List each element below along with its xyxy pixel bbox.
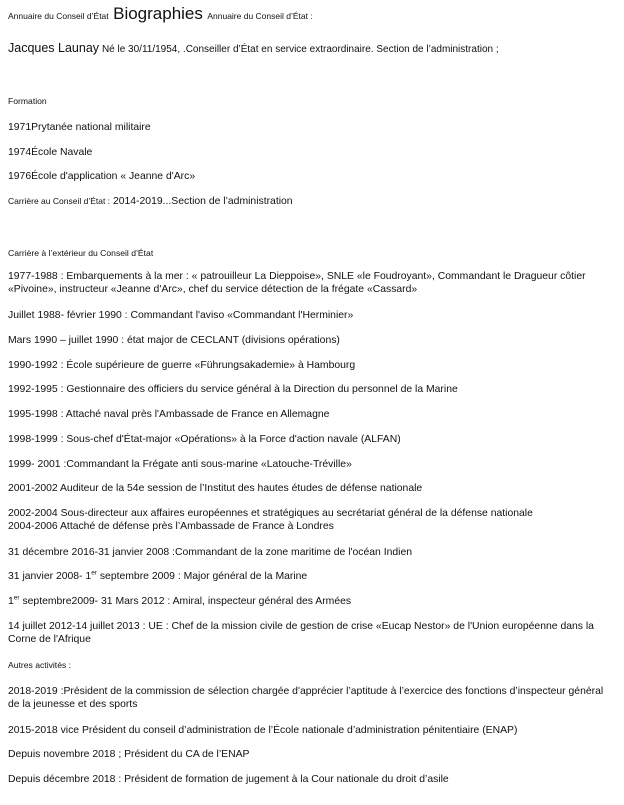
career-item: 2004-2006 Attaché de défense près l’Ambassade de France à Londres: [8, 521, 334, 532]
career-item: 1999- 2001 :Commandant la Frégate anti sous-marine «Latouche-Tréville»: [8, 459, 352, 470]
superscript: er: [13, 594, 20, 602]
career-item-text: septembre2009- 31 Mars 2012 : Amiral, inspecteur général des Armées: [19, 596, 352, 607]
career-item: 1995-1998 : Attaché naval près l'Ambassade de France en Allemagne: [8, 409, 330, 420]
career-item-text: 1: [8, 596, 14, 607]
career-item: Mars 1990 – juillet 1990 : état major de CECLANT (divisions opérations): [8, 335, 340, 346]
formation-item: 1976École d'application « Jeanne d'Arc»: [8, 171, 196, 182]
header-title: Biographies: [113, 4, 203, 23]
header-suffix: Annuaire du Conseil d’État :: [207, 11, 313, 21]
career-item-text: 31 janvier 2008- 1: [8, 571, 92, 582]
formation-heading: Formation: [8, 96, 47, 106]
page-header: [8, 4, 313, 24]
header-prefix: Annuaire du Conseil d’État: [8, 11, 109, 21]
career-item: 1998-1999 : Sous-chef d'État-major «Opérations» à la Force d'action navale (ALFAN): [8, 434, 401, 445]
career-item: Juillet 1988- février 1990 : Commandant l'aviso «Commandant l'Herminier»: [8, 310, 354, 321]
formation-item: 1974École Navale: [8, 147, 93, 158]
career-item-text: septembre 2009 : Major général de la Marine: [96, 571, 308, 582]
career-item: 31 décembre 2016-31 janvier 2008 :Commandant de la zone maritime de l'océan Indien: [8, 547, 413, 558]
career-item: 2002-2004 Sous-directeur aux affaires européennes et stratégiques au secrétariat général de la défense nationale: [8, 508, 533, 519]
career-ce-label: Carrière au Conseil d’État :: [8, 196, 111, 206]
career-item: 2001-2002 Auditeur de la 54e session de l’Institut des hautes études de défense nationale: [8, 483, 423, 494]
person-line: [8, 42, 614, 56]
other-item: Depuis novembre 2018 ; Président du CA de l’ENAP: [8, 749, 250, 760]
other-item: 2015-2018 vice Président du conseil d’administration de l’École nationale d’administration pénitentiaire (ENAP): [8, 725, 518, 736]
other-item: 2018-2019 :Président de la commission de sélection chargée d'apprécier l’aptitude à l’exercice des fonctions d’inspecteur général de la jeunesse et des sports: [8, 686, 604, 710]
career-ext-heading: Carrière à l’extérieur du Conseil d’État: [8, 248, 154, 258]
superscript: er: [91, 569, 97, 577]
other-item: Depuis décembre 2018 : Président de formation de jugement à la Cour nationale du droit d’asile: [8, 774, 449, 785]
other-heading: Autres activités :: [8, 660, 72, 670]
person-details: Né le 30/11/1954, .Conseiller d’État en service extraordinaire. Section de l’administration ;: [101, 44, 499, 55]
career-ce-line: [8, 195, 614, 208]
career-item: [8, 570, 614, 583]
career-item: 1990-1992 : École supérieure de guerre «Führungsakademie» à Hambourg: [8, 360, 356, 371]
person-name: Jacques Launay: [8, 41, 100, 55]
career-item: 1977-1988 : Embarquements à la mer : « patrouilleur La Dieppoise», SNLE «le Foudroyant», Commandant le Dragueur côtier «Pivoine», instructeur «Jeanne d'Arc», chef du service détection de la frégate «Cassard»: [8, 271, 586, 295]
career-item: [8, 595, 614, 608]
career-item: 14 juillet 2012-14 juillet 2013 : UE : Chef de la mission civile de gestion de crise «Eucap Nestor» de l'Union européenne dans la Corne de l'Afrique: [8, 621, 594, 645]
formation-item: 1971Prytanée national militaire: [8, 122, 151, 133]
career-item: 1992-1995 : Gestionnaire des officiers du service général à la Direction du personnel de la Marine: [8, 384, 458, 395]
career-ce-text: 2014-2019...Section de l’administration: [112, 196, 293, 207]
